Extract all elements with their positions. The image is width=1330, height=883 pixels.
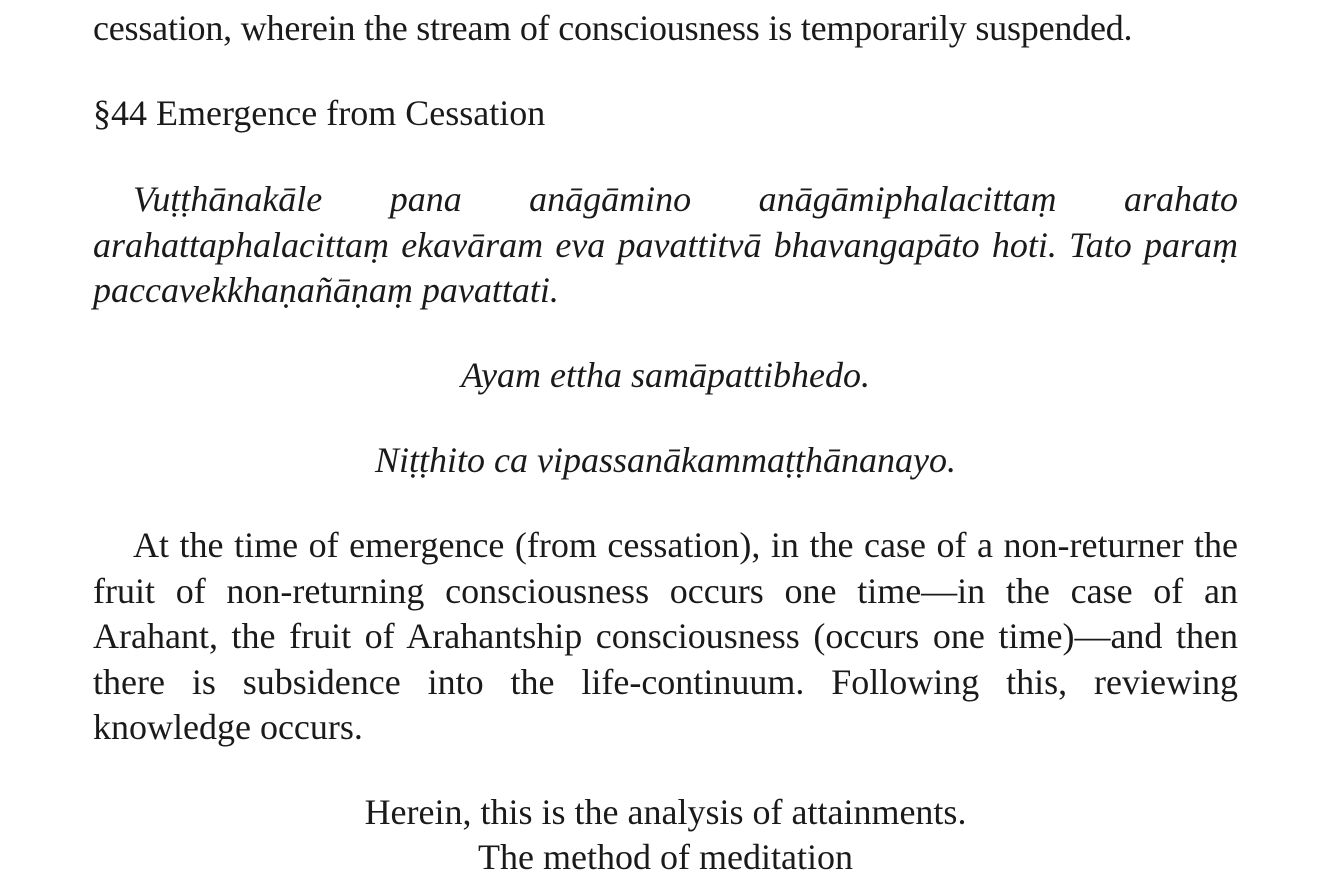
pali-line-attainment-analysis: Ayam ettha samāpattibhedo.	[461, 355, 870, 395]
pali-line-method-concluded: Niṭṭhito ca vipassanākammaṭṭhānanayo.	[375, 440, 956, 480]
english-paragraph: At the time of emergence (from cessation), in the case of a non-returner the fruit of non-returning consciousness occurs one time—in the case of an Arahant, the fruit of Arahantship consciousness (occurs one time)—and then there is subsidence into the life-continuum. Following this, reviewing knowledge occurs.	[93, 525, 1238, 747]
closing-line-2: The method of meditation	[478, 837, 853, 877]
section-heading: §44 Emergence from Cessation	[93, 93, 546, 133]
pali-paragraph: Vuṭṭhānakāle pana anāgāmino anāgāmiphalacittaṃ arahato arahattaphalacittaṃ ekavāram eva pavattitvā bhavangapāto hoti. Tato paraṃ paccavekkhaṇañāṇaṃ pavattati.	[93, 179, 1238, 310]
intro-line: cessation, wherein the stream of consciousness is temporarily suspended.	[93, 8, 1133, 48]
closing-line-1: Herein, this is the analysis of attainments.	[364, 792, 967, 832]
